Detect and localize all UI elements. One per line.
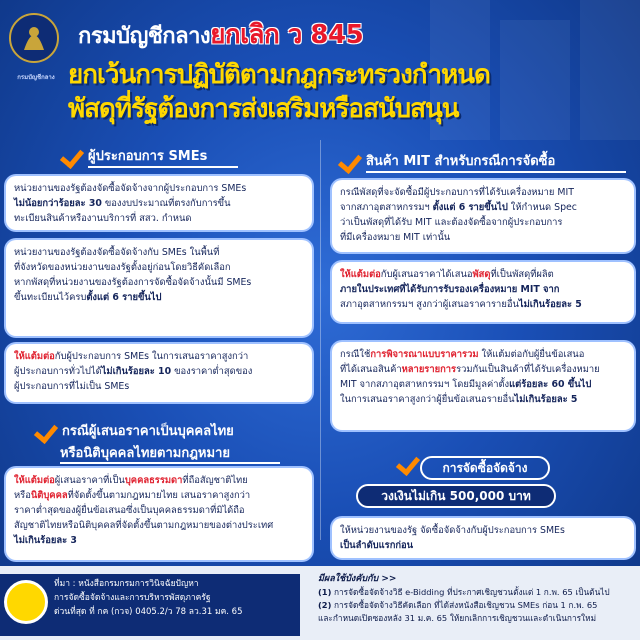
checkmark-icon <box>398 451 420 473</box>
source-logo-icon <box>4 580 48 624</box>
logo-caption: กรมบัญชีกลาง <box>17 74 55 81</box>
procurement-pill: การจัดซื้อจัดจ้าง <box>420 456 550 480</box>
header <box>0 0 640 128</box>
checkmark-icon <box>340 149 362 171</box>
thai-heading-2: หรือนิติบุคคลไทยตามกฎหมาย <box>60 445 230 461</box>
heading-underline <box>88 166 238 168</box>
mit-card-margin: ให้แต้มต่อกับผู้เสนอราคาได้เสนอพัสดุที่เป็นพัสดุที่ผลิต ภายในประเทศที่ได้รับการรับรองเครื่องหมาย MIT จาก สภาอุตสาหกรรมฯ สูงกว่าผู้เสนอราคารายอื่นไม่เกินร้อยละ 5 <box>332 262 634 322</box>
budget-pill: วงเงินไม่เกิน 500,000 บาท <box>356 484 556 508</box>
smes-card-local: หน่วยงานของรัฐต้องจัดซื้อจัดจ้างกับ SMEs ในพื้นที่ ที่จังหวัดของหน่วยงานของรัฐตั้งอยู่ก่อนโดยวิธีคัดเลือก หากพัสดุที่หน่วยงานของรัฐต้องการจัดซื้อจัดจ้างนั้นมี SMEs ขึ้นทะเบียนไว้ครบตั้งแต่ 6 รายขึ้นไป <box>6 240 312 336</box>
thai-heading-1: กรณีผู้เสนอราคาเป็นบุคคลไทย <box>36 418 234 442</box>
smes-card-30-percent: หน่วยงานของรัฐต้องจัดซื้อจัดจ้างจากผู้ประกอบการ SMEs ไม่น้อยกว่าร้อยละ 30 ของงบประมาณที่ตรงกับการขึ้น ทะเบียนสินค้าหรืองานบริการที่ สสว. กำหนด <box>6 176 312 230</box>
heading-underline <box>60 462 280 464</box>
effective-title: มีผลใช้บังคับกับ >> <box>318 574 397 584</box>
thai-card-margin: ให้แต้มต่อผู้เสนอราคาที่เป็นบุคคลธรรมดาที่ถือสัญชาติไทย หรือนิติบุคคลที่จัดตั้งขึ้นตามกฎหมายไทย เสนอราคาสูงกว่า ราคาต่ำสุดของผู้ยื่นข้อเสนอซึ่งเป็นบุคคลธรรมดาที่มิได้ถือ สัญชาติไทยหรือนิติบุคคลที่จัดตั้งขึ้นตามกฎหมายของต่างประเทศ ไม่เกินร้อยละ 3 <box>6 468 312 560</box>
smes-heading: ผู้ประกอบการ SMEs <box>62 143 207 167</box>
heading-underline <box>366 171 626 173</box>
effective-notes: (1) การจัดซื้อจัดจ้างวิธี e-Bidding ที่ประกาศเชิญชวนตั้งแต่ 1 ก.พ. 65 เป็นต้นไป (2) การจัดซื้อจัดจ้างวิธีคัดเลือก ที่ได้ส่งหนังสือเชิญชวน SMEs ก่อน 1 ก.พ. 65 และกำหนดเปิดซองหลัง 31 ม.ค. 65 ให้ยกเลิกการเชิญชวนและดำเนินการใหม่ <box>318 587 610 623</box>
source-text: ที่มา : หนังสือกรมกรมการวินิจฉัยปัญหา การจัดซื้อจัดจ้างและการบริหารพัสดุภาครัฐ ด่วนที่สุด ที่ กค (กวจ) 0405.2/ว 78 ลว.31 มค. 65 <box>54 579 243 617</box>
header-line1: กรมบัญชีกลางยกเลิก ว 845 <box>78 20 364 50</box>
checkmark-icon <box>36 419 58 441</box>
smes-card-margin: ให้แต้มต่อกับผู้ประกอบการ SMEs ในการเสนอราคาสูงกว่า ผู้ประกอบการทั่วไปได้ไม่เกินร้อยละ 10 ของราคาต่ำสุดของ ผู้ประกอบการที่ไม่เป็น SMEs <box>6 344 312 402</box>
mit-card-spec: กรณีพัสดุที่จะจัดซื้อมีผู้ประกอบการที่ได้รับเครื่องหมาย MIT จากสภาอุตสาหกรรมฯ ตั้งแต่ 6 รายขึ้นไป ให้กำหนด Spec ว่าเป็นพัสดุที่ได้รับ MIT และต้องจัดซื้อจากผู้ประกอบการ ที่มีเครื่องหมาย MIT เท่านั้น <box>332 180 634 252</box>
header-line2: ยกเว้นการปฏิบัติตามกฎกระทรวงกำหนด <box>68 60 490 90</box>
column-divider <box>320 140 321 540</box>
header-line3: พัสดุที่รัฐต้องการส่งเสริมหรือสนับสนุน <box>68 94 459 124</box>
checkmark-icon <box>62 144 84 166</box>
mit-heading: สินค้า MIT สำหรับกรณีการจัดซื้อ <box>340 148 555 172</box>
cgd-logo-icon <box>6 10 62 72</box>
mit-card-total-price: กรณีใช้การพิจารณาแบบราคารวม ให้แต้มต่อกับผู้ยื่นข้อเสนอ ที่ได้เสนอสินค้าหลายรายการรวมกันเป็นสินค้าที่ได้รับเครื่องหมาย MIT จากสภาอุตสาหกรรมฯ โดยมีมูลค่าตั้งแต่ร้อยละ 60 ขึ้นไป ในการเสนอราคาสูงกว่าผู้ยื่นข้อเสนอรายอื่นไม่เกินร้อยละ 5 <box>332 342 634 430</box>
budget-card: ให้หน่วยงานของรัฐ จัดซื้อจัดจ้างกับผู้ประกอบการ SMEs เป็นลำดับแรกก่อน <box>332 518 634 558</box>
